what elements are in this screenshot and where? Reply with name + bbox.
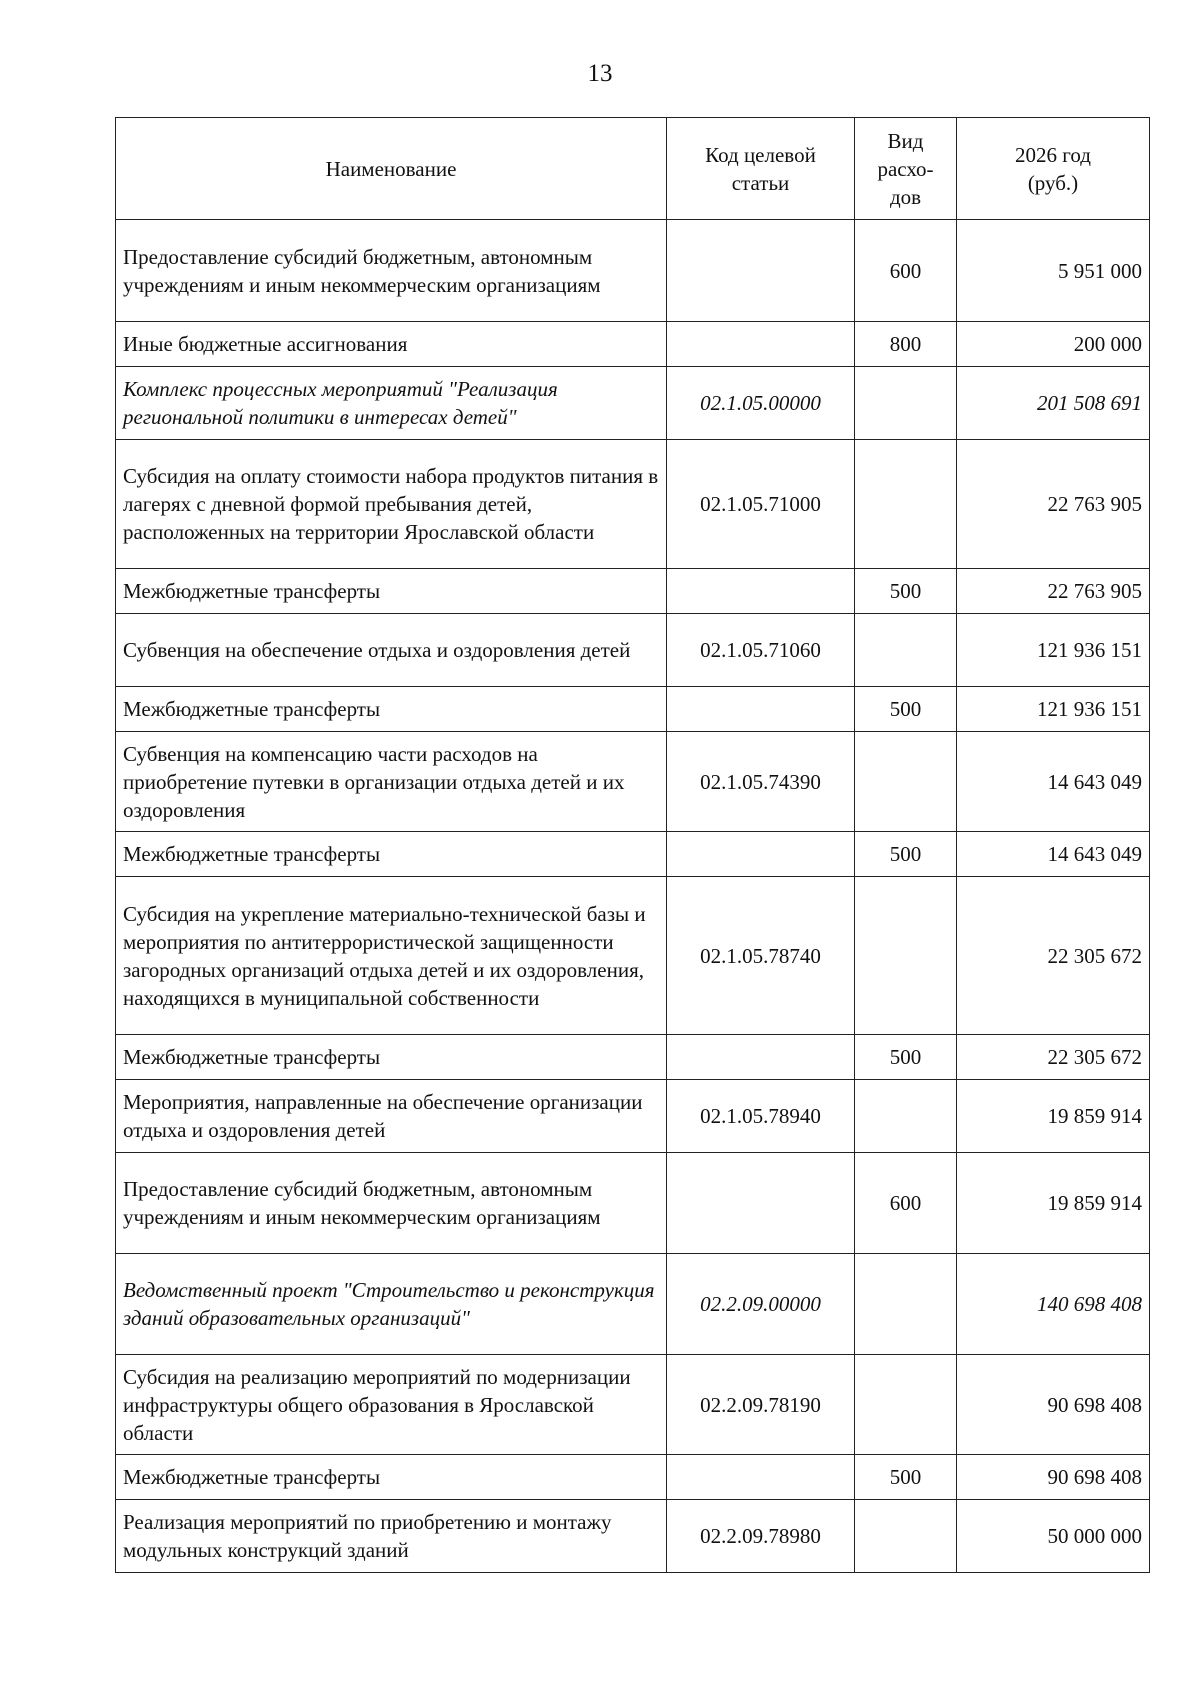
header-kind: Вид расхо-дов (855, 118, 957, 220)
table-row (116, 440, 1150, 569)
row-code-cell: 02.1.05.78740 (667, 877, 855, 1035)
header-name: Наименование (116, 118, 667, 220)
row-kind-cell (855, 440, 957, 569)
row-code-cell (667, 832, 855, 877)
table-header-row (116, 118, 1150, 220)
header-code: Код целевой статьи (667, 118, 855, 220)
table-row (116, 614, 1150, 687)
row-name-cell: Межбюджетные трансферты (116, 832, 667, 877)
row-code-cell (667, 1035, 855, 1080)
row-name-cell: Комплекс процессных мероприятий "Реализация региональной политики в интересах детей" (116, 367, 667, 440)
row-code-cell (667, 1153, 855, 1254)
table-row (116, 1080, 1150, 1153)
table-row (116, 367, 1150, 440)
row-code-cell (667, 687, 855, 732)
row-name-cell: Межбюджетные трансферты (116, 1035, 667, 1080)
row-kind-cell (855, 1500, 957, 1573)
row-name-cell: Субсидия на оплату стоимости набора продуктов питания в лагерях с дневной формой пребывания детей, расположенных на территории Ярославской области (116, 440, 667, 569)
row-code-cell (667, 569, 855, 614)
row-kind-cell: 500 (855, 1035, 957, 1080)
row-amount-cell: 22 305 672 (957, 1035, 1150, 1080)
row-amount-cell: 22 305 672 (957, 877, 1150, 1035)
table-row (116, 732, 1150, 832)
row-code-cell: 02.2.09.00000 (667, 1254, 855, 1355)
row-amount-cell: 90 698 408 (957, 1455, 1150, 1500)
table-row (116, 1254, 1150, 1355)
row-name-cell: Предоставление субсидий бюджетным, автономным учреждениям и иным некоммерческим организациям (116, 220, 667, 322)
row-code-cell: 02.1.05.74390 (667, 732, 855, 832)
row-kind-cell (855, 732, 957, 832)
row-name-cell: Межбюджетные трансферты (116, 687, 667, 732)
table-row (116, 1153, 1150, 1254)
row-code-cell (667, 220, 855, 322)
row-amount-cell: 5 951 000 (957, 220, 1150, 322)
row-amount-cell: 22 763 905 (957, 440, 1150, 569)
row-kind-cell: 600 (855, 220, 957, 322)
budget-table (115, 117, 1150, 1573)
row-amount-cell: 121 936 151 (957, 687, 1150, 732)
row-amount-cell: 201 508 691 (957, 367, 1150, 440)
row-kind-cell (855, 614, 957, 687)
row-amount-cell: 50 000 000 (957, 1500, 1150, 1573)
row-kind-cell: 800 (855, 322, 957, 367)
row-code-cell: 02.1.05.00000 (667, 367, 855, 440)
row-name-cell: Субвенция на обеспечение отдыха и оздоровления детей (116, 614, 667, 687)
row-kind-cell (855, 1355, 957, 1455)
row-kind-cell (855, 1080, 957, 1153)
row-name-cell: Субсидия на реализацию мероприятий по модернизации инфраструктуры общего образования в Ярославской области (116, 1355, 667, 1455)
row-amount-cell: 90 698 408 (957, 1355, 1150, 1455)
row-name-cell: Предоставление субсидий бюджетным, автономным учреждениям и иным некоммерческим организациям (116, 1153, 667, 1254)
row-name-cell: Субвенция на компенсацию части расходов на приобретение путевки в организации отдыха детей и их оздоровления (116, 732, 667, 832)
row-code-cell: 02.2.09.78980 (667, 1500, 855, 1573)
row-name-cell: Межбюджетные трансферты (116, 1455, 667, 1500)
table-row (116, 877, 1150, 1035)
row-amount-cell: 14 643 049 (957, 832, 1150, 877)
row-code-cell: 02.1.05.71060 (667, 614, 855, 687)
row-kind-cell (855, 877, 957, 1035)
table-row (116, 687, 1150, 732)
row-amount-cell: 22 763 905 (957, 569, 1150, 614)
row-name-cell: Межбюджетные трансферты (116, 569, 667, 614)
row-kind-cell: 500 (855, 1455, 957, 1500)
row-kind-cell (855, 1254, 957, 1355)
row-code-cell: 02.2.09.78190 (667, 1355, 855, 1455)
row-code-cell: 02.1.05.78940 (667, 1080, 855, 1153)
row-amount-cell: 200 000 (957, 322, 1150, 367)
table-row (116, 569, 1150, 614)
row-kind-cell: 500 (855, 687, 957, 732)
row-name-cell: Иные бюджетные ассигнования (116, 322, 667, 367)
row-amount-cell: 14 643 049 (957, 732, 1150, 832)
table-row (116, 1355, 1150, 1455)
row-amount-cell: 19 859 914 (957, 1080, 1150, 1153)
row-amount-cell: 140 698 408 (957, 1254, 1150, 1355)
row-code-cell (667, 322, 855, 367)
row-name-cell: Субсидия на укрепление материально-технической базы и мероприятия по антитеррористической защищенности загородных организаций отдыха детей и их оздоровления, находящихся в муниципальной собственности (116, 877, 667, 1035)
row-kind-cell: 500 (855, 569, 957, 614)
row-name-cell: Мероприятия, направленные на обеспечение организации отдыха и оздоровления детей (116, 1080, 667, 1153)
table-row (116, 1455, 1150, 1500)
row-code-cell (667, 1455, 855, 1500)
table-row (116, 1035, 1150, 1080)
row-kind-cell: 600 (855, 1153, 957, 1254)
row-amount-cell: 121 936 151 (957, 614, 1150, 687)
table-row (116, 220, 1150, 322)
row-kind-cell (855, 367, 957, 440)
table-row (116, 1500, 1150, 1573)
row-amount-cell: 19 859 914 (957, 1153, 1150, 1254)
row-code-cell: 02.1.05.71000 (667, 440, 855, 569)
table-body (116, 220, 1150, 1573)
table-row (116, 322, 1150, 367)
row-name-cell: Ведомственный проект "Строительство и реконструкция зданий образовательных организаций" (116, 1254, 667, 1355)
page-number: 13 (587, 60, 613, 87)
table-row (116, 832, 1150, 877)
row-name-cell: Реализация мероприятий по приобретению и монтажу модульных конструкций зданий (116, 1500, 667, 1573)
row-kind-cell: 500 (855, 832, 957, 877)
header-amount: 2026 год (руб.) (957, 118, 1150, 220)
